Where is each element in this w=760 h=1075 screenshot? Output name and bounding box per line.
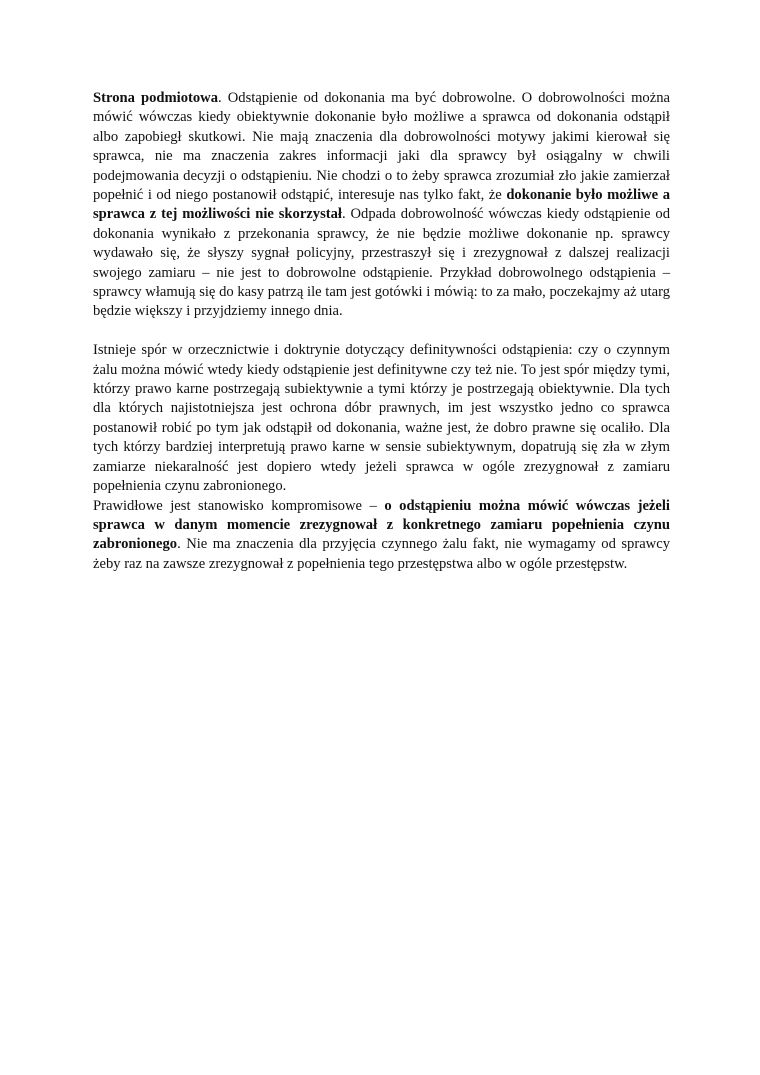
bold-emphasis: o odstąpieniu można mówić wówczas jeżeli sprawca w danym momencie zrezygnował z konkretnego zamiaru popełnienia czynu zabronionego [93, 497, 670, 553]
paragraph-text: . Odstąpienie od dokonania ma być dobrowolne. O dobrowolności można mówić wówczas kiedy obiektywnie dokonanie było możliwe a sprawca od dokonania odstąpił albo zapobiegł skutkowi. Nie mają znaczenia dla dobrowolności motywy jakimi kierował się sprawca, nie ma znaczenia zakres informacji jaki dla sprawcy był osiągalny w chwili podejmowania decyzji o odstąpieniu. Nie chodzi o to żeby sprawca zrozumiał zło jakie zamierzał popełnić i od niego postanowił odstąpić, interesuje nas tylko fakt, że [93, 90, 670, 204]
paragraph-spacer [93, 322, 670, 341]
paragraph-text: Istnieje spór w orzecznictwie i doktrynie dotyczący definitywności odstąpienia: czy o czynnym żalu można mówić wtedy kiedy odstąpienie jest definitywne czy też nie. To jest spór między tymi, którzy prawo karne postrzegają subiektywnie a tymi którzy je postrzegają obiektywnie. Dla tych dla których najistotniejsza jest ochrona dóbr prawnych, im jest wszystko jedno co sprawca postanowił robić po tym jak odstąpił od dokonania, ważne jest, że dobro prawne się ocaliło. Dla tych którzy bardziej interpretują prawo karne w sensie subiektywnym, dopatrują się zła w złym zamiarze niekaralność jest dopiero wtedy jeżeli sprawca w ogóle zrezygnował z zamiaru popełnienia czynu zabronionego. [93, 342, 670, 495]
section-heading: Strona podmiotowa [93, 90, 219, 106]
paragraph-voluntariness [93, 89, 670, 322]
bold-emphasis: dokonanie było możliwe a sprawca z tej możliwości nie skorzystał [93, 187, 671, 223]
paragraph-compromise [93, 497, 670, 575]
paragraph-text: . Nie ma znaczenia dla przyjęcia czynnego żalu fakt, nie wymagamy od sprawcy żeby raz na zawsze zrezygnował z popełnienia tego przestępstwa albo w ogóle przestępstw. [93, 536, 670, 572]
document-body [93, 89, 670, 574]
paragraph-definitiveness [93, 341, 670, 496]
paragraph-text: Prawidłowe jest stanowisko kompromisowe – [93, 497, 385, 514]
paragraph-text: . Odpada dobrowolność wówczas kiedy odstąpienie od dokonania wynikało z przekonania sprawcy, że nie będzie możliwe dokonanie np. sprawcy wydawało się, że słyszy sygnał policyjny, przestraszył się i zrezygnował z dalszej realizacji swojego zamiaru – nie jest to dobrowolne odstąpienie. Przykład dobrowolnego odstąpienia – sprawcy włamują się do kasy patrzą ile tam jest gotówki i mówią: to za mało, poczekajmy aż utarg będzie większy i przyjdziemy innego dnia. [93, 206, 671, 320]
